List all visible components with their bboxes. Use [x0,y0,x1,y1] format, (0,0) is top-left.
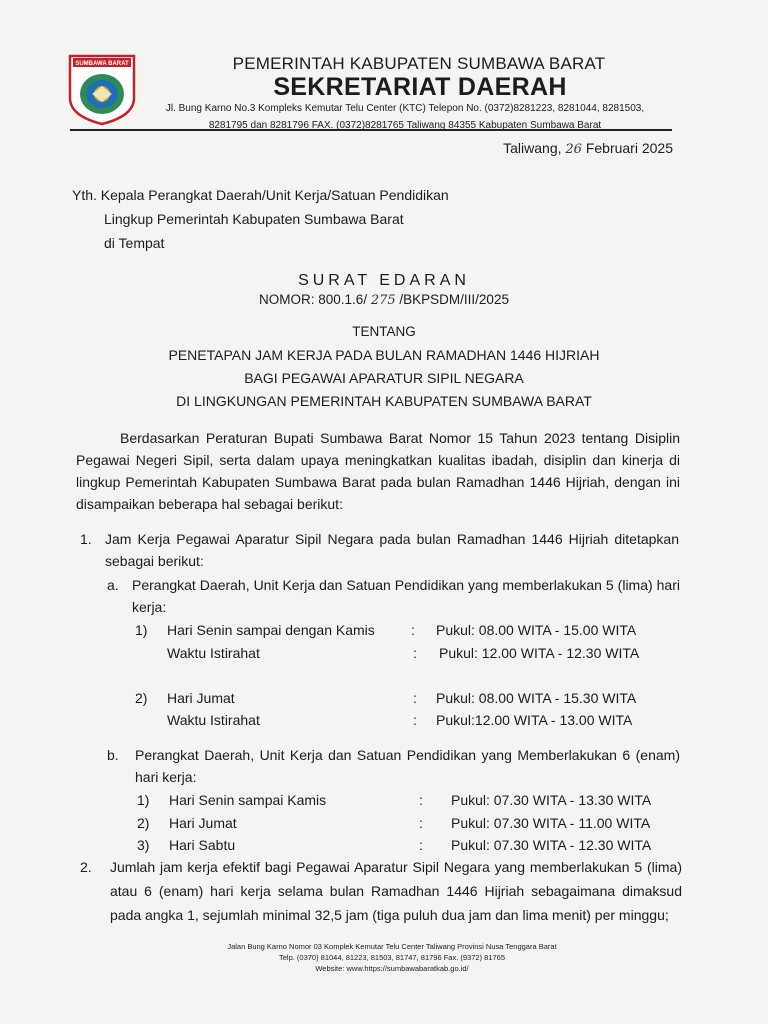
subject-line2: BAGI PEGAWAI APARATUR SIPIL NEGARA [244,370,524,386]
item1-text: Jam Kerja Pegawai Aparatur Sipil Negara pada bulan Ramadhan 1446 Hijriah ditetapkan sebagai berikut: [105,531,679,569]
document-title: SURAT EDARAN [298,272,470,289]
row-number: 2) [135,690,148,706]
row-value: Pukul: 07.30 WITA - 11.00 WITA [451,815,651,831]
row-label: Hari Senin sampai dengan Kamis [167,622,375,638]
logo-text: SUMBAWA BARAT [75,61,129,67]
row-colon: : [411,622,415,638]
header-office-name: SEKRETARIAT DAERAH [273,73,567,101]
date-month-year: Februari 2025 [581,140,673,156]
date-day-handwritten: 26 [565,142,582,157]
item2-text: Jumlah jam kerja efektif bagi Pegawai Aparatur Sipil Negara yang memberlakukan 5 (lima) atau 6 (enam) hari kerja selama bulan Ramadhan 1446 Hijriah sebagaimana dimaksud pada angka 1, sejumlah minimal 32,5 jam (tiga puluh dua jam dan lima menit) per minggu; [110,859,682,923]
row-label: Waktu Istirahat [167,712,260,728]
row-number: 1) [135,622,148,638]
item1a-letter: a. [107,577,119,593]
row-number: 2) [137,815,150,831]
row-value: Pukul: 08.00 WITA - 15.00 WITA [436,622,637,638]
recipient-line2: Lingkup Pemerintah Kabupaten Sumbawa Barat [104,211,404,227]
row-colon: : [413,712,417,728]
item1-number: 1. [80,531,92,547]
date-prefix: Taliwang, [503,140,566,156]
row-colon: : [413,690,417,706]
row-number: 1) [137,792,150,808]
subject-line3: DI LINGKUNGAN PEMERINTAH KABUPATEN SUMBAWA BARAT [176,393,592,409]
intro-paragraph: Berdasarkan Peraturan Bupati Sumbawa Barat Nomor 15 Tahun 2023 tentang Disiplin Pegawai Negeri Sipil, serta dalam upaya meningkatkan kualitas ibadah, disiplin dan kinerja di lingkup Pemerintah Kabupaten Sumbawa Barat pada bulan Ramadhan 1446 Hijriah, dengan ini disampaikan beberapa hal sebagai berikut: [76,430,680,512]
row-label: Hari Sabtu [169,837,236,853]
number-prefix: NOMOR: 800.1.6/ [259,292,371,307]
recipient-line3: di Tempat [104,235,165,251]
item1b-text: Perangkat Daerah, Unit Kerja dan Satuan Pendidikan yang Memberlakukan 6 (enam) hari kerja: [135,747,680,785]
header-divider [70,129,672,131]
row-number: 3) [137,837,150,853]
row-label: Waktu Istirahat [167,645,260,661]
subject-line1: PENETAPAN JAM KERJA PADA BULAN RAMADHAN 1446 HIJRIAH [168,347,600,363]
row-value: Pukul: 07.30 WITA - 13.30 WITA [451,792,652,808]
tentang-label: TENTANG [352,324,416,339]
header-address-line1: Jl. Bung Karno No.3 Kompleks Kemutar Telu Center (KTC) Telepon No. (0372)8281223, 8281044, 8281503, [165,103,645,114]
row-value: Pukul: 12.00 WITA - 12.30 WITA [439,645,640,661]
document-number [0,292,768,308]
letter-date [503,140,673,157]
footer-website: Website: www.https://sumbawabaratkab.go.id/ [315,964,469,973]
row-label: Hari Jumat [169,815,237,831]
number-handwritten: 275 [370,293,396,308]
row-value: Pukul: 07.30 WITA - 12.30 WITA [451,837,652,853]
letter-footer [0,941,768,974]
row-colon: : [419,837,423,853]
row-value: Pukul: 08.00 WITA - 15.30 WITA [436,690,637,706]
item1a-text: Perangkat Daerah, Unit Kerja dan Satuan Pendidikan yang memberlakukan 5 (lima) hari kerja: [132,577,680,615]
row-value: Pukul:12.00 WITA - 13.00 WITA [436,712,633,728]
header-address-line2: 8281795 dan 8281796 FAX. (0372)8281765 Taliwang 84355 Kabupaten Sumbawa Barat [208,120,602,131]
footer-address: Jalan Bung Karno Nomor 03 Komplek Kemutar Telu Center Taliwang Provinsi Nusa Tenggara Barat [227,942,557,951]
number-suffix: /BKPSDM/III/2025 [395,292,509,307]
item1b-letter: b. [107,747,119,763]
row-colon: : [419,815,423,831]
header-government-name: PEMERINTAH KABUPATEN SUMBAWA BARAT [232,54,606,73]
row-label: Hari Jumat [167,690,235,706]
row-colon: : [413,645,417,661]
item2-number: 2. [80,859,92,875]
row-label: Hari Senin sampai Kamis [169,792,327,808]
subject-block [0,344,768,413]
row-colon: : [419,792,423,808]
footer-phone: Telp. (0370) 81044, 81223, 81503, 81747, 81796 Fax. (9372) 81765 [278,953,505,962]
recipient-line1: Yth. Kepala Perangkat Daerah/Unit Kerja/Satuan Pendidikan [72,187,449,203]
recipient-block [72,183,449,255]
